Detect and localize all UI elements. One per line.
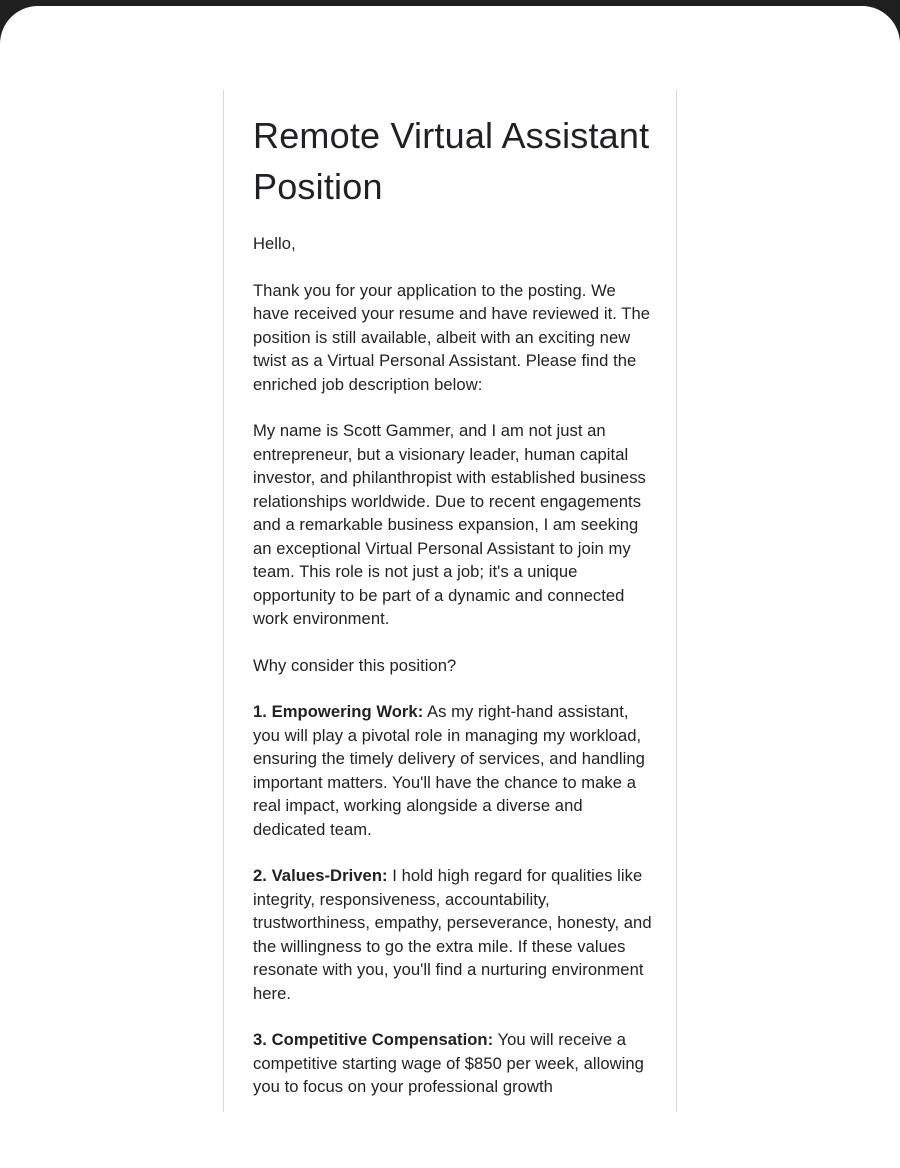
benefit-text: As my right-hand assistant, you will play a pivotal role in managing my workload, ensuring the timely delivery of services, and handling important matters. You'll have the chance to make a real impact, working alongside a diverse and dedicated team.: [253, 702, 645, 839]
benefit-point-compensation: [253, 1028, 653, 1099]
benefit-title: 3. Competitive Compensation:: [253, 1030, 494, 1049]
benefit-point-values-driven: [253, 864, 653, 1005]
benefit-point-empowering-work: [253, 700, 653, 841]
benefit-text: You will receive a competitive starting wage of $850 per week, allowing you to focus on your professional growth: [253, 1030, 644, 1096]
email-why-heading: Why consider this position?: [253, 655, 457, 675]
email-greeting: Hello,: [253, 234, 296, 253]
email-title: Remote Virtual Assistant Position: [253, 115, 650, 207]
benefit-title: 2. Values-Driven:: [253, 866, 388, 885]
email-intro-paragraph: Thank you for your application to the posting. We have received your resume and have reviewed it. The position is still available, albeit with an exciting new twist as a Virtual Personal Assistant. Please find the enriched job description below:: [253, 280, 651, 394]
email-body: [253, 110, 653, 1112]
email-message-card[interactable]: [223, 90, 677, 1112]
phone-screen: [0, 6, 900, 1168]
email-about-paragraph: My name is Scott Gammer, and I am not just an entrepreneur, but a visionary leader, human capital investor, and philanthropist with established business relationships worldwide. Due to recent engagements and a remarkable business expansion, I am seeking an exceptional Virtual Personal Assistant to join my team. This role is not just a job; it's a unique opportunity to be part of a dynamic and connected work environment.: [253, 421, 646, 628]
benefit-text: I hold high regard for qualities like integrity, responsiveness, accountability, trustworthiness, empathy, perseverance, honesty, and the willingness to go the extra mile. If these values resonate with you, you'll find a nurturing environment here.: [253, 866, 652, 1003]
benefit-title: 1. Empowering Work:: [253, 702, 424, 721]
